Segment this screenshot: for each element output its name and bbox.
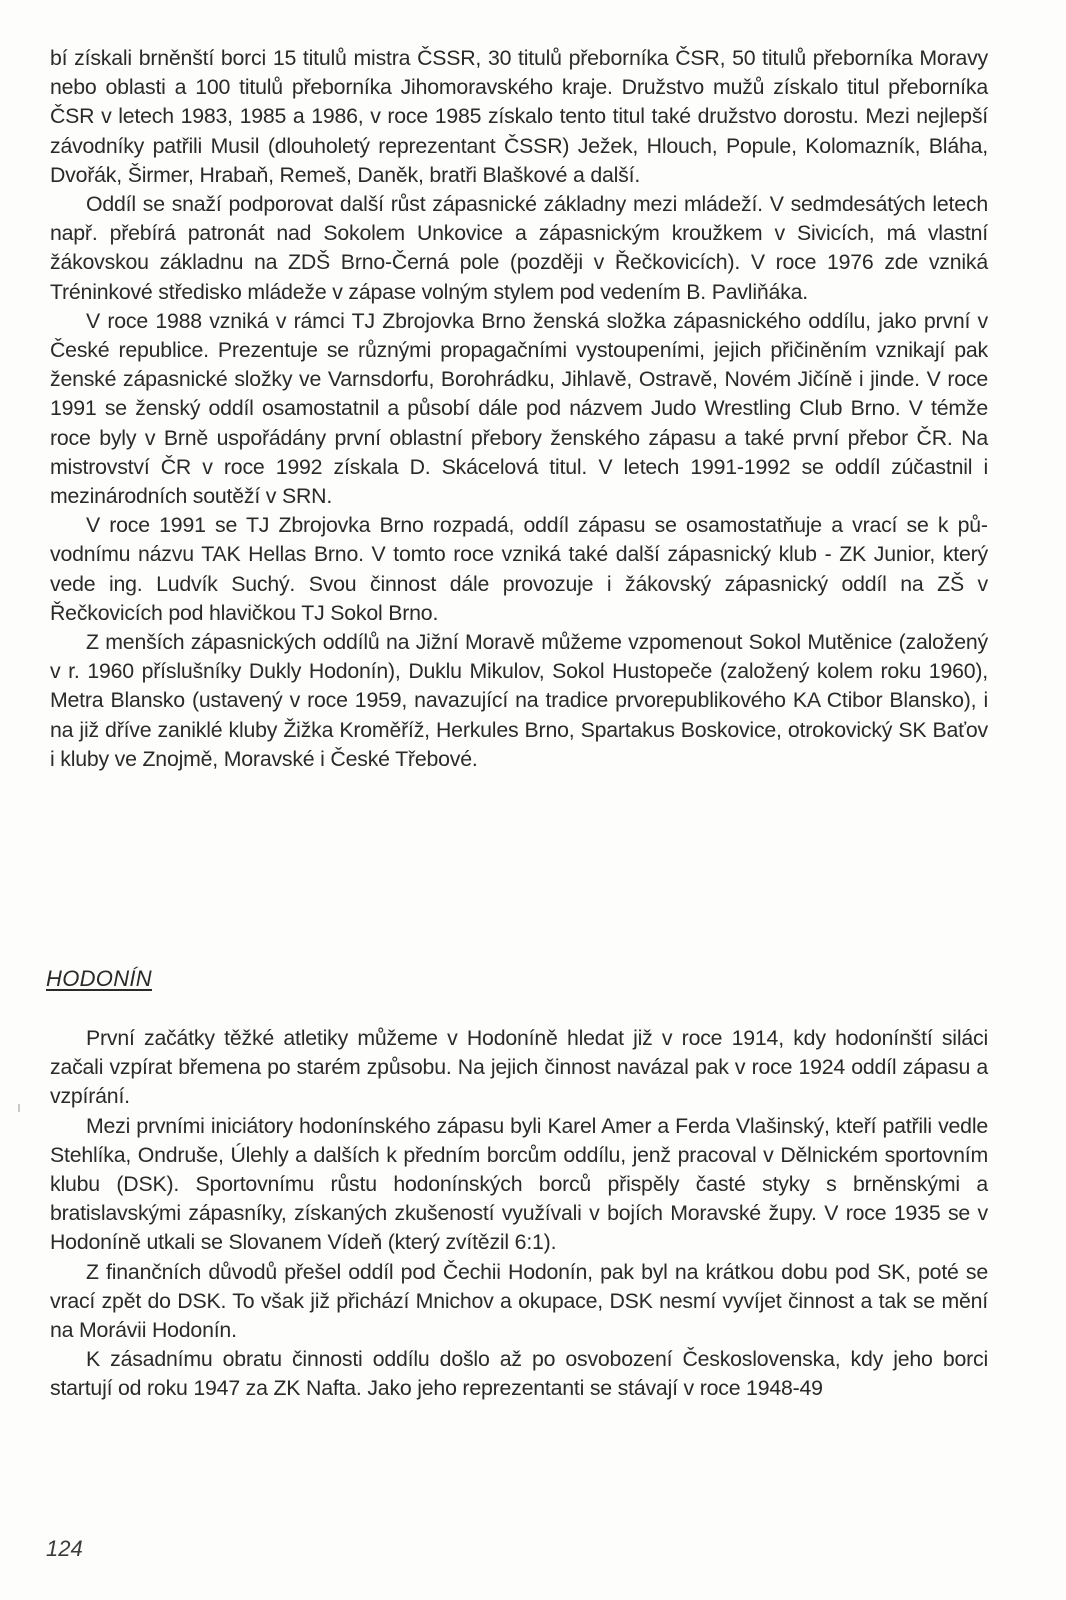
- section-heading: HODONÍN: [46, 966, 152, 991]
- paragraph: K zásadnímu obratu činnosti oddílu došlo až po osvobození Československa, kdy jeho borci startují od roku 1947 za ZK Nafta. Jako jeho reprezentanti se stávají v roce 1948-49: [50, 1347, 988, 1401]
- paragraph: První začátky těžké atletiky můžeme v Hodoníně hledat již v roce 1914, kdy hodonínští siláci začali vzpírat břemena po starém způsobu. Na jejich činnost navázal pak v roce 1924 oddíl zápasu a vzpírání.: [50, 1026, 988, 1109]
- lower-text-section: [50, 1024, 988, 1404]
- page-number: 124: [46, 1536, 83, 1561]
- paragraph: V roce 1988 vzniká v rámci TJ Zbrojovka Brno ženská složka zápasnického oddílu, jako první v České republice. Prezentuje se různými propagačními vystoupeními, jejich přičiněním vznikají pak ženské zápasnické složky ve Varnsdorfu, Borohrádku, Jihlavě, Ostravě, Novém Jičíně i jinde. V roce 1991 se ženský oddíl osamostatnil a působí dále pod názvem Judo Wrestling Club Brno. V témže roce byly v Brně uspořádány první oblastní přebory ženského zápasu a také první přebor ČR. Na mistrovství ČR v roce 1992 získala D. Skácelová titul. V letech 1991-1992 se oddíl zúčastnil i mezinárodních soutěží v SRN.: [50, 308, 988, 509]
- upper-text-section: [50, 44, 988, 774]
- paragraph: Z menších zápasnických oddílů na Jižní Moravě můžeme vzpomenout Sokol Mutěnice (založený v r. 1960 příslušníky Dukly Hodonín), Duklu Mikulov, Sokol Hustopeče (založený kolem roku 1960), Metra Blansko (ustavený v roce 1959, navazující na tradice prvorepublikového KA Ctibor Blansko), i na již dříve zaniklé kluby Žižka Kroměříž, Herkules Brno, Spartakus Boskovice, otrokovický SK Baťov i kluby ve Znojmě, Moravské i České Třebové.: [50, 630, 988, 771]
- paragraph: bí získali brněnští borci 15 titulů mistra ČSSR, 30 titulů přeborníka ČSR, 50 titulů přeborníka Moravy nebo oblasti a 100 titulů přeborníka Jihomoravského kraje. Družstvo mužů získalo titul přeborníka ČSR v letech 1983, 1985 a 1986, v roce 1985 získalo tento titul také družstvo dorostu. Mezi nejlepší závodníky patřili Musil (dlouholetý reprezentant ČSSR) Ježek, Hlouch, Popule, Kolomazník, Bláha, Dvořák, Širmer, Hrabaň, Remeš, Daněk, bratři Blaškové a další.: [50, 46, 988, 187]
- paragraph: Z finančních důvodů přešel oddíl pod Čechii Hodonín, pak byl na krátkou dobu pod SK, poté se vrací zpět do DSK. To však již přichází Mnichov a okupace, DSK nesmí vyvíjet činnost a tak se mění na Morávii Hodonín.: [50, 1259, 988, 1343]
- paragraph: V roce 1991 se TJ Zbrojovka Brno rozpadá, oddíl zápasu se osamostatňuje a vrací se k původnímu názvu TAK Hellas Brno. V tomto roce vzniká také další zápasnický klub - ZK Junior, který vede ing. Ludvík Suchý. Svou činnost dále provozuje i žákovský zápasnický oddíl na ZŠ v Řečkovicích pod hlavičkou TJ Sokol Brno.: [50, 513, 988, 625]
- paragraph: Mezi prvními iniciátory hodonínského zápasu byli Karel Amer a Ferda Vlašinský, kteří patřili vedle Stehlíka, Ondruše, Úlehly a dalších k předním borcům oddílu, jenž pracoval v Dělnickém sportovním klubu (DSK). Sportovnímu růstu hodonínských borců přispěly časté styky s brněnskými a bratislavskými zápasníky, získaných zkušeností využívali v bojích Moravské župy. V roce 1935 se v Hodoníně utkali se Slovanem Vídeň (který zvítězil 6:1).: [50, 1113, 988, 1255]
- paragraph: Oddíl se snaží podporovat další růst zápasnické základny mezi mládeží. V sedmdesátých letech např. přebírá patronát nad Sokolem Unkovice a zápasnickým kroužkem v Sivicích, má vlastní žákovskou základnu na ZDŠ Brno-Černá pole (později v Řečkovicích). V roce 1976 zde vzniká Tréninkové středisko mládeže v zápase volným stylem pod vedením B. Pavliňáka.: [50, 192, 988, 304]
- margin-mark: [18, 1104, 20, 1112]
